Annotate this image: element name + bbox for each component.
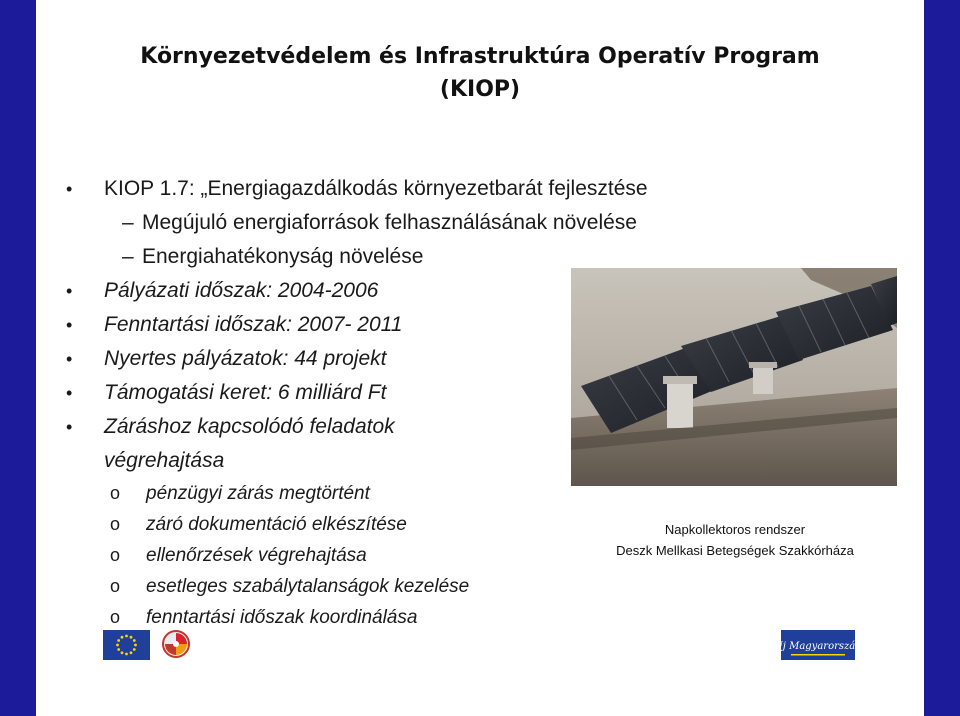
uj-magyarorszag-text: Új Magyarország xyxy=(774,641,862,652)
sub-list-item-text: pénzügyi zárás megtörtént xyxy=(146,483,370,504)
list-item xyxy=(60,410,620,444)
list-item-text: végrehajtása xyxy=(104,449,225,472)
bullet-marker: • xyxy=(66,349,73,369)
slide-title xyxy=(60,40,900,106)
circle-marker: o xyxy=(110,576,121,596)
list-item-text: Fenntartási időszak: 2007- 2011 xyxy=(104,313,403,336)
list-item-text: Záráshoz kapcsolódó feladatok xyxy=(104,415,395,438)
list-item-text: Támogatási keret: 6 milliárd Ft xyxy=(104,381,387,404)
solar-collectors-photo xyxy=(571,268,897,486)
sub-list-item xyxy=(60,571,620,602)
uj-magyarorszag-logo xyxy=(774,630,862,660)
list-item-text: Pályázati időszak: 2004-2006 xyxy=(104,279,379,302)
sub-list-item-text: ellenőrzések végrehajtása xyxy=(146,545,367,566)
bullet-marker: • xyxy=(66,383,73,403)
circle-marker: o xyxy=(110,545,121,565)
right-side-bar xyxy=(924,0,960,716)
development-plan-logo xyxy=(161,629,191,659)
sub-list-item xyxy=(60,540,620,571)
list-item-continuation xyxy=(60,444,620,478)
list-item-text: KIOP 1.7: „Energiagazdálkodás környezetbarát fejlesztése xyxy=(104,177,648,200)
bullet-list xyxy=(60,172,648,633)
title-line-2: (KIOP) xyxy=(439,77,521,102)
circle-marker: o xyxy=(110,607,121,627)
list-item xyxy=(60,342,620,376)
list-item xyxy=(60,172,648,206)
dash-marker: – xyxy=(122,211,134,234)
bullet-marker: • xyxy=(66,281,73,301)
sub-list-item-text: záró dokumentáció elkészítése xyxy=(146,514,407,535)
circle-marker: o xyxy=(110,514,121,534)
sub-list-item-text: fenntartási időszak koordinálása xyxy=(146,607,418,628)
list-item xyxy=(60,308,620,342)
title-line-1: Környezetvédelem és Infrastruktúra Operatív Program xyxy=(140,44,820,69)
sub-list-item-text: esetleges szabálytalanságok kezelése xyxy=(146,576,470,597)
bullet-marker: • xyxy=(66,315,73,335)
circle-marker: o xyxy=(110,483,121,503)
list-item-text: Nyertes pályázatok: 44 projekt xyxy=(104,347,387,370)
dash-marker: – xyxy=(122,245,134,268)
sub-list-item xyxy=(60,478,620,509)
list-item xyxy=(60,376,620,410)
caption-line-1: Napkollektoros rendszer xyxy=(664,522,806,537)
caption-line-2: Deszk Mellkasi Betegségek Szakkórháza xyxy=(616,543,854,558)
bullet-marker: • xyxy=(66,179,73,199)
bullet-marker: • xyxy=(66,417,73,437)
list-item xyxy=(60,274,620,308)
list-item-text: Megújuló energiaforrások felhasználásának növelése xyxy=(142,211,637,234)
eu-flag-logo xyxy=(103,630,150,660)
photo-caption xyxy=(560,519,910,561)
list-item xyxy=(60,240,620,274)
solar-panel-illustration xyxy=(571,268,897,486)
left-side-bar xyxy=(0,0,36,716)
list-item xyxy=(60,206,637,240)
list-item-text: Energiahatékonyság növelése xyxy=(142,245,424,268)
sub-list-item xyxy=(60,509,620,540)
sub-list-item xyxy=(60,602,620,633)
